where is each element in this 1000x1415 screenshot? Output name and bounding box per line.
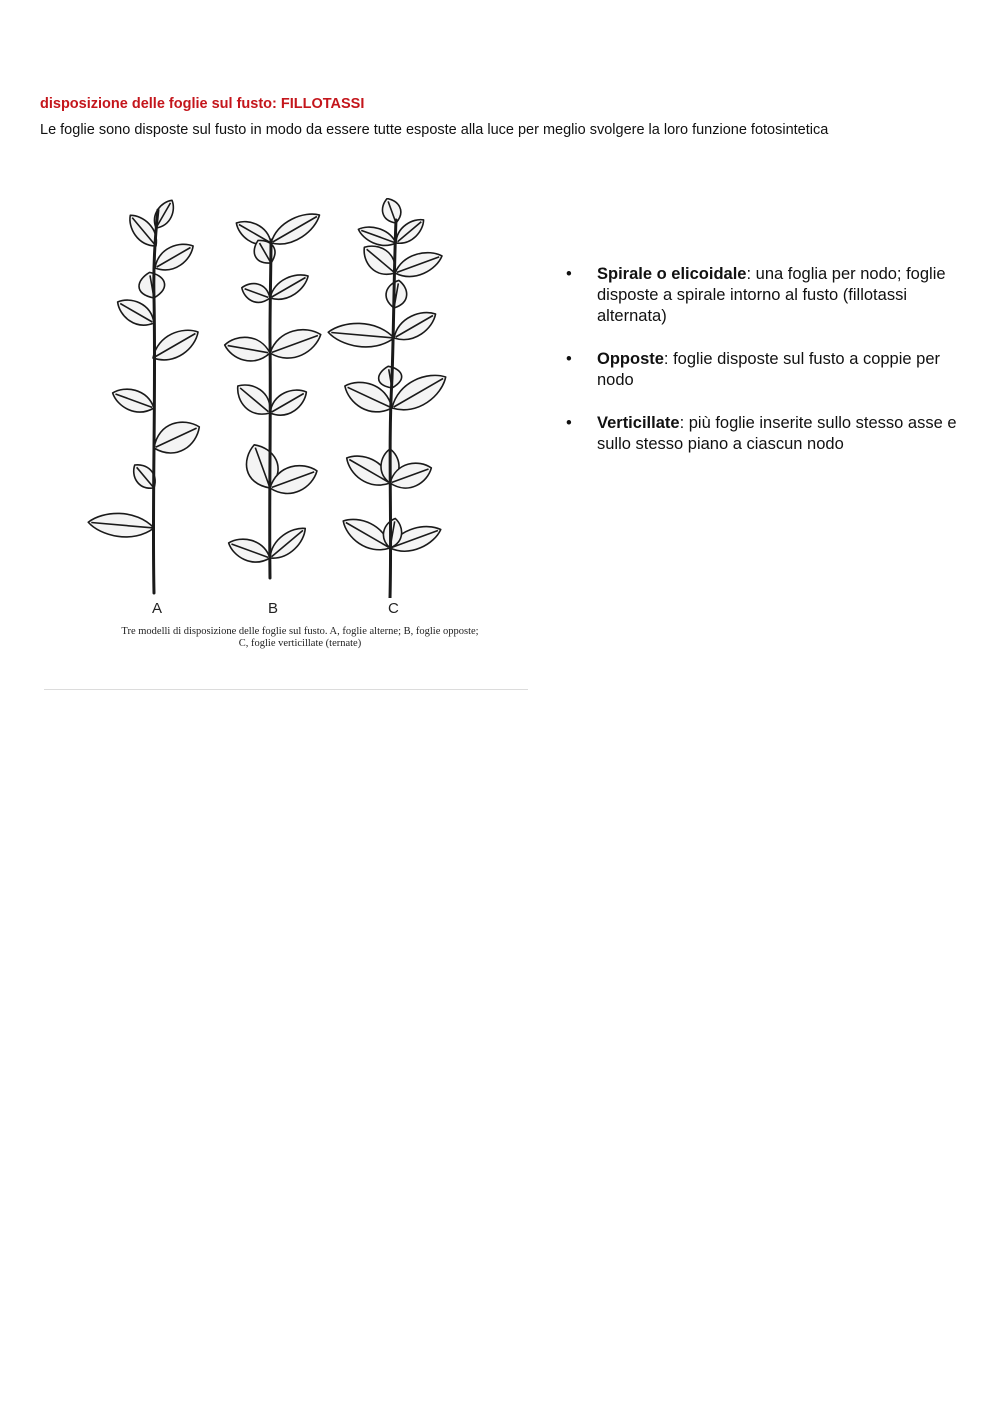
leaf-shape [109, 383, 157, 417]
page-title: disposizione delle foglie sul fusto: FILLOTASSI [40, 96, 365, 112]
leaf-shape [266, 268, 313, 306]
list-item-spirale [566, 264, 966, 327]
term-description: : foglie disposte sul fusto a coppie per nodo [597, 350, 941, 389]
divider-line [44, 689, 528, 690]
bullet-marker: • [566, 350, 572, 368]
intro-text: Le foglie sono disposte sul fusto in modo da essere tutte esposte alla luce per meglio svolgere la loro funzione fotosintetica [40, 122, 829, 138]
leaf-shape [239, 279, 273, 306]
stem-b [270, 240, 271, 578]
leaf-shape [266, 322, 326, 365]
leaf-shape [266, 206, 325, 252]
label-c: C [388, 600, 399, 617]
list-item-verticillate [566, 413, 966, 455]
leaf-shape [137, 270, 167, 300]
leaf-shape [327, 321, 395, 350]
term-label: Verticillate [597, 414, 680, 432]
caption-line-1: Tre modelli di disposizione delle foglie sul fusto. A, foglie alterne; B, foglie opposte; [121, 626, 479, 637]
list-item-opposte [566, 349, 966, 391]
leaf-shape [265, 383, 312, 422]
bullet-marker: • [566, 414, 572, 432]
term-description: : più foglie inserite sullo stesso asse e sullo stesso piano a ciascun nodo [597, 414, 957, 453]
phyllotaxis-illustration [80, 198, 520, 668]
phyllotaxis-list [566, 264, 966, 477]
leaf-shape [384, 279, 409, 310]
bullet-marker: • [566, 265, 572, 283]
plant-drawings [80, 198, 520, 598]
leaf-shape [223, 334, 272, 365]
label-a: A [152, 600, 163, 617]
term-description: : una foglia per nodo; foglie disposte a spirale intorno al fusto (fillotassi alternata) [597, 265, 946, 325]
leaf-shape [87, 511, 155, 540]
leaf-shape [389, 305, 441, 347]
leaf-shape [379, 198, 405, 226]
leaf-shape [128, 459, 161, 494]
label-b: B [268, 600, 279, 617]
leaf-shape [149, 198, 178, 232]
term-label: Opposte [597, 350, 664, 368]
leaf-shape [148, 414, 205, 461]
caption-line-2: C, foglie verticillate (ternate) [238, 638, 362, 649]
leaf-shape [391, 246, 445, 282]
figure-caption [80, 626, 520, 650]
leaf-shape [112, 293, 159, 332]
leaf-shape [225, 533, 273, 567]
term-label: Spirale o elicoidale [597, 265, 747, 283]
